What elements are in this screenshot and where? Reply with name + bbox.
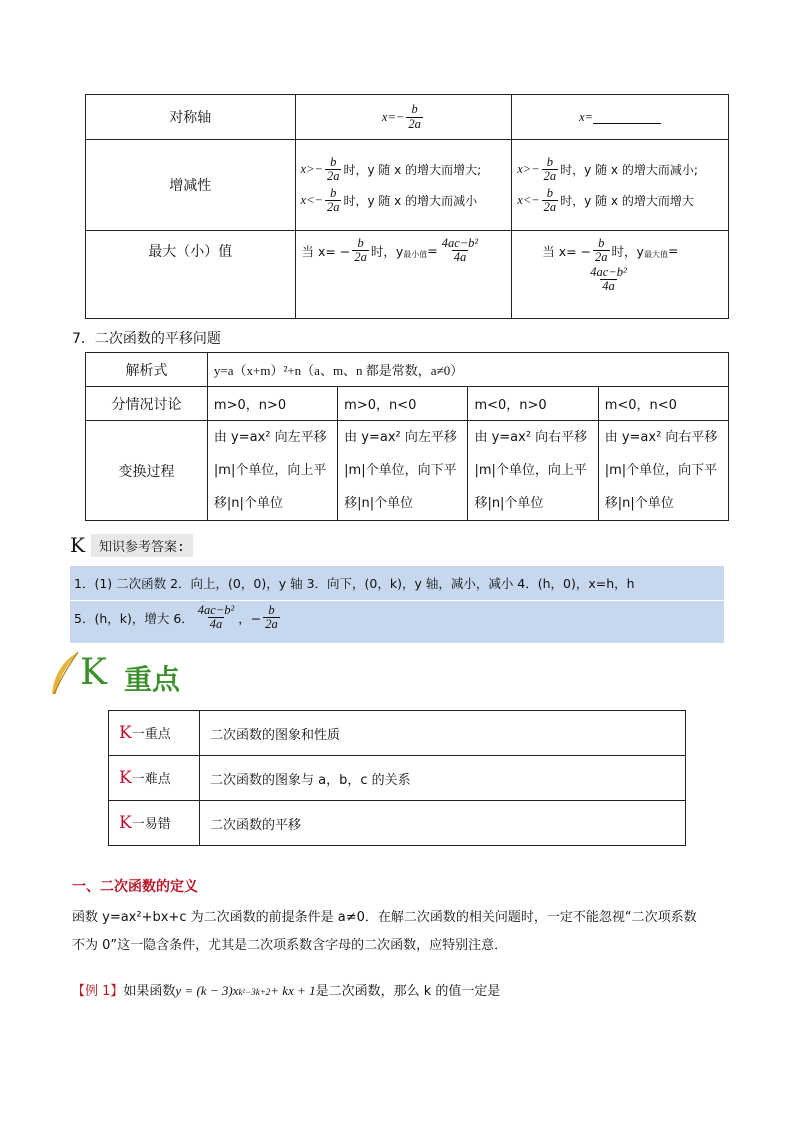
row-label-transform: 变换过程 (86, 421, 208, 521)
axis-cell-1 (295, 95, 512, 140)
definition-paragraph: 函数 y=ax²+bx+c 为二次函数的前提条件是 a≠0．在解二次函数的相关问题时，一定不能忽视“二次项系数 不为 0”这一隐含条件，尤其是二次项系数含字母的二次函数，应特别注意． (72, 910, 697, 953)
expression-value: y=a（x+m）²+n（a、m、n 都是常数，a≠0） (207, 353, 728, 387)
row-label-axis: 对称轴 (86, 95, 296, 140)
keypoint-label: K一易错 (109, 801, 200, 846)
example-1: 【例 1】 如果函数 y = (k − 3)x k²−3k+2 + kx + 1 是二次函数，那么 k 的值一定是 (72, 980, 500, 999)
section7-title: 7．二次函数的平移问题 (72, 331, 221, 347)
answer-box (70, 566, 724, 643)
monotonic-cell-2: x>− $\frac{b}{2a}$ 时，y 随 x 的增大而减小; x<− $\frac{b}{2a}$ 时，y 随 x 的增大而增大 (512, 140, 729, 231)
case-cell: m<0，n<0 (598, 387, 728, 421)
row-label-cases: 分情况讨论 (86, 387, 208, 421)
keypoint-label: K一重点 (109, 711, 200, 756)
keypoint-text: 二次函数的图象和性质 (200, 711, 686, 756)
row-label-monotonic: 增减性 (86, 140, 296, 231)
row-label-extremum: 最大（小）值 (86, 231, 296, 319)
properties-table (85, 94, 729, 319)
transform-cell: 由 y=ax² 向右平移 |m|个单位，向下平 移|n|个单位 (598, 421, 728, 521)
keypoint-label: K一难点 (109, 756, 200, 801)
keypoints-logo (44, 650, 204, 700)
axis-cell-2: x= (512, 95, 729, 140)
translation-table (85, 352, 729, 521)
transform-cell: 由 y=ax² 向左平移 |m|个单位，向下平 移|n|个单位 (338, 421, 468, 521)
transform-cell: 由 y=ax² 向右平移 |m|个单位，向上平 移|n|个单位 (468, 421, 598, 521)
section1-title: 一、二次函数的定义 (72, 879, 198, 895)
answers-heading: K 知识参考答案: (70, 533, 193, 557)
logo-title: 重点 (124, 663, 181, 696)
keypoints-table (108, 710, 686, 846)
answer-line-1: 1．(1) 二次函数 2．向上，(0，0)，y 轴 3．向下，(0，k)，y 轴，减小，减小 4．(h，0)，x=h，h (74, 576, 635, 591)
case-cell: m>0，n<0 (338, 387, 468, 421)
keypoint-text: 二次函数的图象与 a，b，c 的关系 (200, 756, 686, 801)
fraction: $\frac{b}{2a}$ (408, 102, 421, 131)
case-cell: m<0，n>0 (468, 387, 598, 421)
answer-line-2: 5．(h，k)，增大 6． $\frac{\text{4ac−b²}}{4a}$ ，− $\frac{b}{2a}$ (74, 603, 278, 632)
max-value-cell: 当 x= − $\frac{b}{2a}$ 时，y 最大值 = $\frac{\text{4ac−b²}}{4a}$ (512, 231, 729, 319)
answer-blank (593, 111, 661, 124)
keypoint-text: 二次函数的平移 (200, 801, 686, 846)
example-tag: 【例 1】 (72, 984, 124, 999)
case-cell: m>0，n>0 (207, 387, 337, 421)
monotonic-cell-1: x>− $\frac{b}{2a}$ 时，y 随 x 的增大而增大; x<− $\frac{b}{2a}$ 时，y 随 x 的增大而减小 (295, 140, 512, 231)
feather-icon (44, 650, 84, 700)
k-logo-icon: K (70, 533, 85, 557)
logo-k-letter: K (80, 652, 107, 693)
row-label-expression: 解析式 (86, 353, 208, 387)
min-value-cell: 当 x= − $\frac{b}{2a}$ 时，y 最小值 = $\frac{\text{4ac−b²}}{4a}$ (295, 231, 512, 319)
axis-prefix: x=− (381, 109, 405, 124)
transform-cell: 由 y=ax² 向左平移 |m|个单位，向上平 移|n|个单位 (207, 421, 337, 521)
